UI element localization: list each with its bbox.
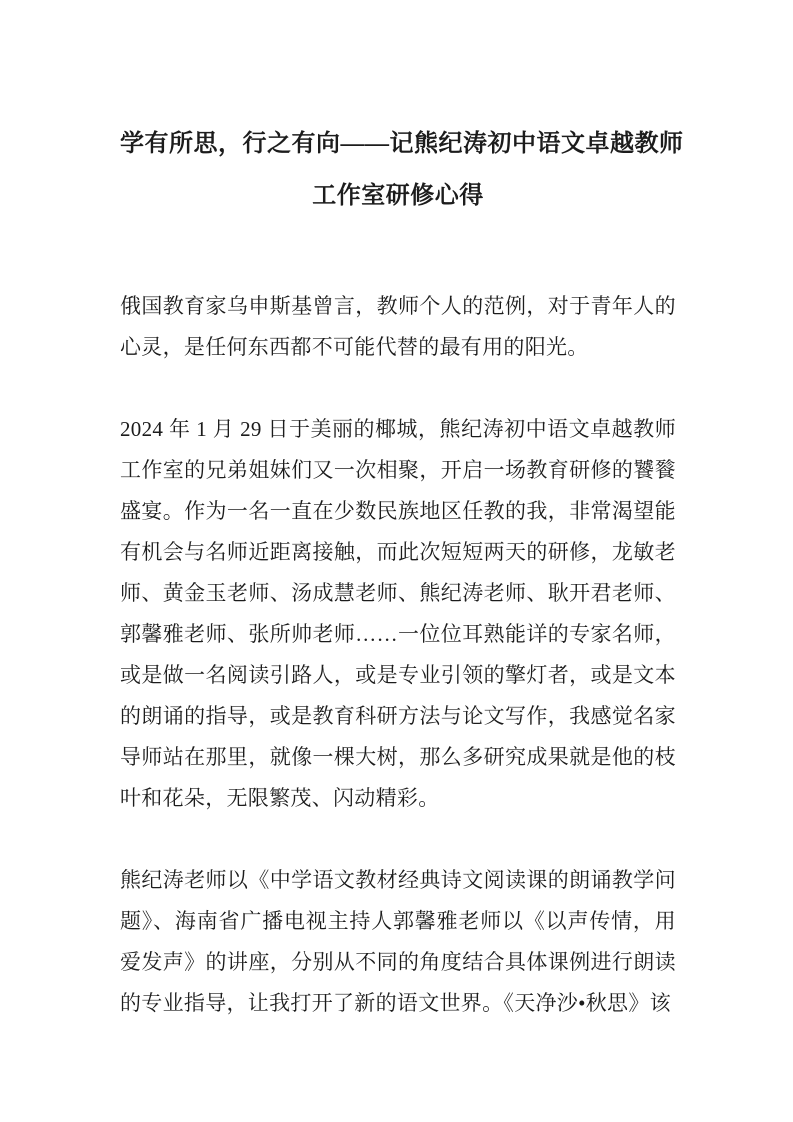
paragraph-lecture-reflection: 熊纪涛老师以《中学语文教材经典诗文阅读课的朗诵教学问题》、海南省广播电视主持人郭馨雅老师以《以声传情，用爱发声》的讲座，分别从不同的角度结合具体课例进行朗读的专业指导，让我打开了新的语文世界。《天净沙•秋思》该 <box>120 868 676 1015</box>
document-title-line-1: 学有所思，行之有向——记熊纪涛初中语文卓越教师 <box>120 131 684 157</box>
paragraph-ushinsky-quote: 俄国教育家乌申斯基曾言，教师个人的范例，对于青年人的心灵，是任何东西都不可能代替的最有用的阳光。 <box>120 294 676 359</box>
paragraph-workshop-gathering: 2024 年 1 月 29 日于美丽的椰城，熊纪涛初中语文卓越教师工作室的兄弟姐妹们又一次相聚，开启一场教育研修的饕餮盛宴。作为一名一直在少数民族地区任教的我，非常渴望能有机会与名师近距离接触，而此次短短两天的研修，龙敏老师、黄金玉老师、汤成慧老师、熊纪涛老师、耿开君老师、郭馨雅老师、张所帅老师……一位位耳熟能详的专家名师，或是做一名阅读引路人，或是专业引领的擎灯者，或是文本的朗诵的指导，或是教育科研方法与论文写作，我感觉名家导师站在那里，就像一棵大树，那么多研究成果就是他的枝叶和花朵，无限繁茂、闪动精彩。 <box>120 417 676 810</box>
document-title <box>120 118 684 222</box>
document-title-line-2: 工作室研修心得 <box>312 183 484 209</box>
